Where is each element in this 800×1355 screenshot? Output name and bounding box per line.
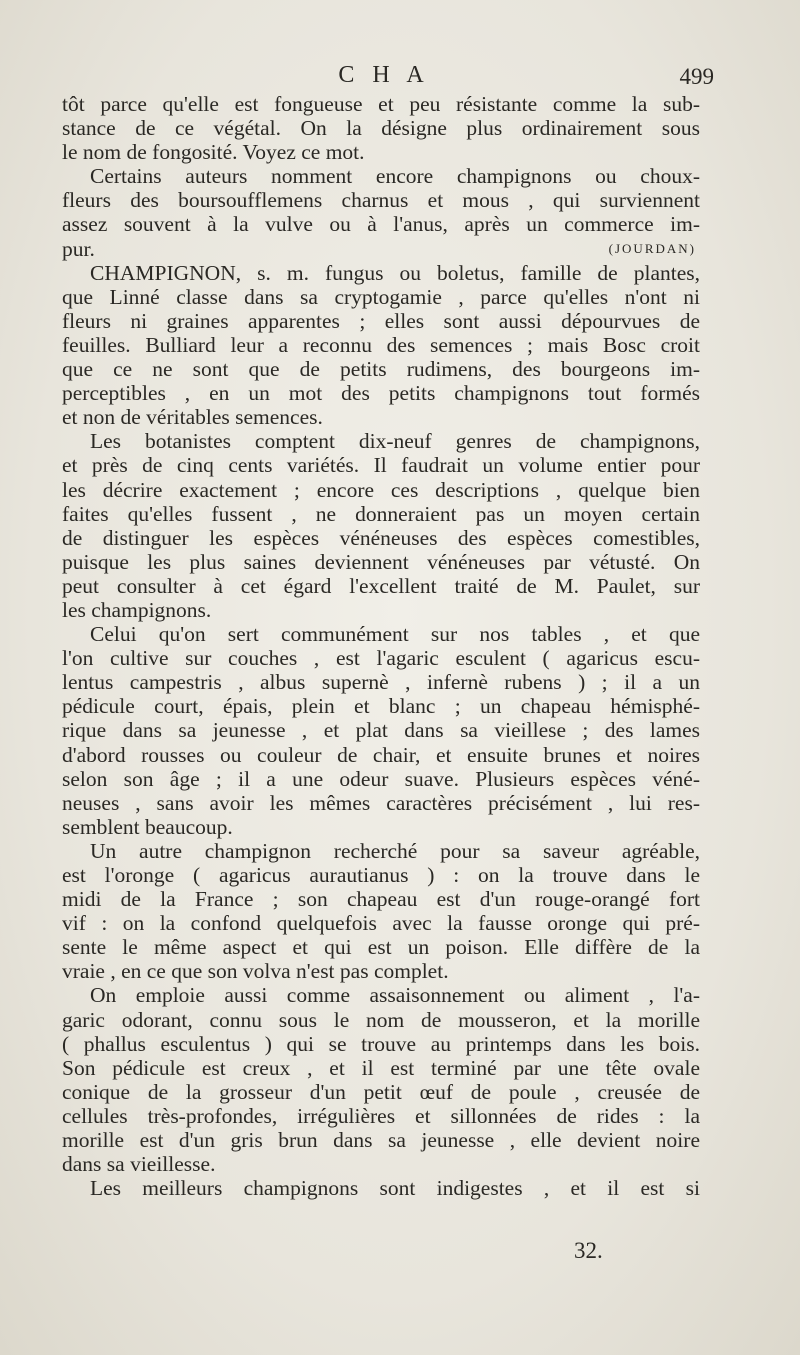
text-line: d'abord rousses ou couleur de chair, et ensuite brunes et noires [62,742,700,767]
text-line: Celui qu'on sert communément sur nos tables , et que [90,622,700,647]
text-line: Certains auteurs nomment encore champignons ou choux- [90,164,700,189]
text-line: On emploie aussi comme assaisonnement ou aliment , l'a- [90,983,700,1008]
text-line: de distinguer les espèces vénéneuses des espèces comestibles, [62,525,700,550]
text-line-content: pur. [62,236,95,261]
text-line: dans sa vieillesse. [62,1152,216,1177]
text-line: stance de ce végétal. On la désigne plus ordinairement sous [62,116,700,141]
text-line: Un autre champignon recherché pour sa saveur agréable, [90,838,700,863]
text-line: assez souvent à la vulve ou à l'anus, après un commerce im- [62,212,700,237]
text-line: pédicule court, épais, plein et blanc ; un chapeau hémisphé- [62,694,700,719]
text-line: lentus campestris , albus supernè , infernè rubens ) ; il a un [62,670,700,695]
running-head: C H A [338,62,430,88]
text-line: feuilles. Bulliard leur a reconnu des semences ; mais Bosc croit [62,332,700,357]
text-line: les décrire exactement ; encore ces descriptions , quelque bien [62,477,700,502]
text-line: perceptibles , en un mot des petits champignons tout formés [62,381,700,406]
page-header [64,62,714,92]
text-line [62,237,700,261]
text-line: semblent beaucoup. [62,814,233,839]
text-line: vraie , en ce que son volva n'est pas complet. [62,959,449,984]
text-line: fleurs ni graines apparentes ; elles sont aussi dépourvues de [62,308,700,333]
page-number: 499 [679,64,714,89]
text-line: fleurs des boursoufflemens charnus et mous , qui surviennent [62,188,700,213]
text-line: sente le même aspect et qui est un poison. Elle diffère de la [62,935,700,960]
text-line: Les meilleurs champignons sont indigestes , et il est si [90,1176,700,1201]
text-line: peut consulter à cet égard l'excellent traité de M. Paulet, sur [62,573,700,598]
text-line: ( phallus esculentus ) qui se trouve au printemps dans les bois. [62,1031,700,1056]
text-line: faites qu'elles fussent , ne donneraient pas un moyen certain [62,501,700,526]
text-line: le nom de fongosité. Voyez ce mot. [62,140,365,165]
text-line: tôt parce qu'elle est fongueuse et peu résistante comme la sub- [62,92,700,116]
text-line: selon son âge ; il a une odeur suave. Plusieurs espèces véné- [62,766,700,791]
text-line: morille est d'un gris brun dans sa jeunesse , elle devient noire [62,1128,700,1153]
text-line: que Linné classe dans sa cryptogamie , parce qu'elles n'ont ni [62,284,700,309]
text-line: conique de la grosseur d'un petit œuf de poule , creusée de [62,1079,700,1104]
text-line: CHAMPIGNON, s. m. fungus ou boletus, famille de plantes, [90,260,700,285]
page-footer [62,1238,700,1268]
text-line: puisque les plus saines deviennent vénéneuses par vétusté. On [62,549,700,574]
text-line: vif : on la confond quelquefois avec la fausse oronge qui pré- [62,911,700,936]
text-line: Les botanistes comptent dix-neuf genres de champignons, [90,429,700,454]
author-signature: (JOURDAN) [608,240,696,256]
text-line: que ce ne sont que de petits rudimens, des bourgeons im- [62,357,700,382]
signature-mark: 32. [574,1238,603,1263]
text-line: l'on cultive sur couches , est l'agaric esculent ( agaricus escu- [62,646,700,671]
body-text [62,92,700,1200]
text-line: Son pédicule est creux , et il est terminé par une tête ovale [62,1055,700,1080]
text-line: et non de véritables semences. [62,405,323,430]
text-line: cellules très-profondes, irrégulières et sillonnées de rides : la [62,1103,700,1128]
text-line: et près de cinq cents variétés. Il faudrait un volume entier pour [62,453,700,478]
text-line: garic odorant, connu sous le nom de mousseron, et la morille [62,1007,700,1032]
text-line: neuses , sans avoir les mêmes caractères précisément , lui res- [62,790,700,815]
text-line: les champignons. [62,597,212,622]
text-line: est l'oronge ( agaricus aurautianus ) : on la trouve dans le [62,863,700,887]
text-line: midi de la France ; son chapeau est d'un rouge-orangé fort [62,887,700,912]
text-line: rique dans sa jeunesse , et plat dans sa vieillese ; des lames [62,718,700,743]
